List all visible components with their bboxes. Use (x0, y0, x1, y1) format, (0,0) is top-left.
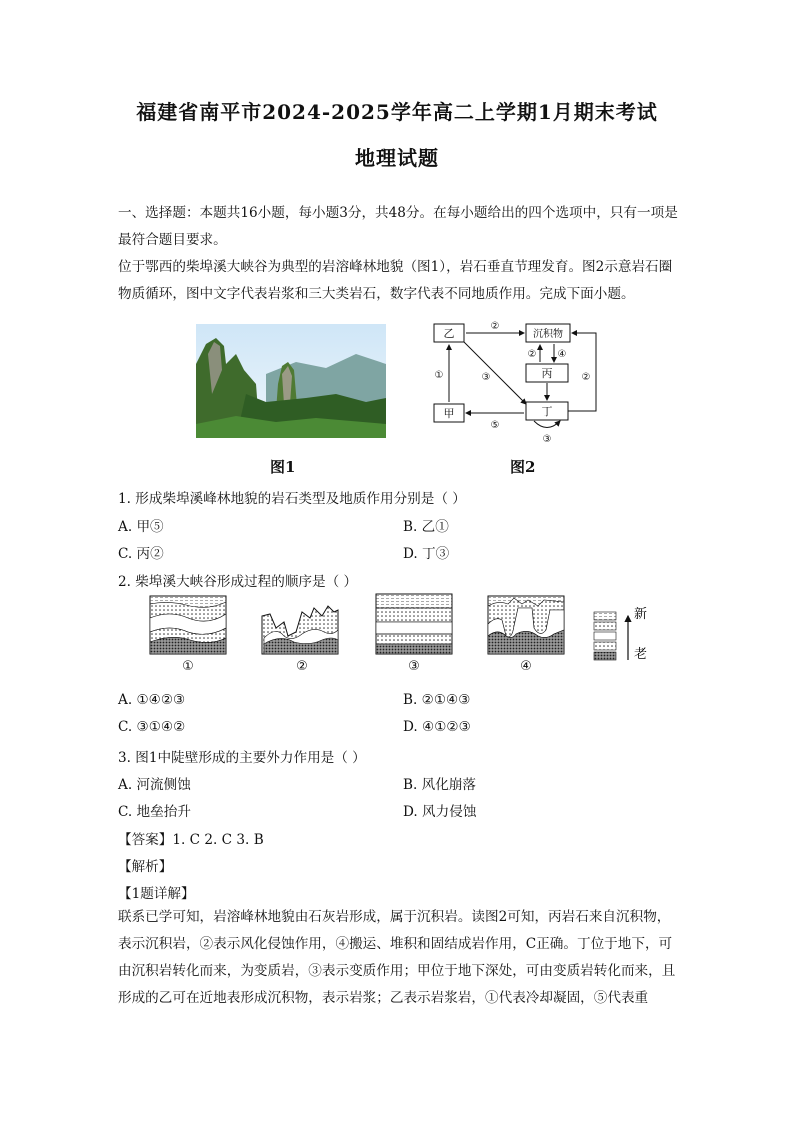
label-left: ① (434, 370, 444, 381)
karst-landscape-photo (196, 324, 386, 438)
passage: 位于鄂西的柴埠溪大峡谷为典型的岩溶峰林地貌（图1），岩石垂直节理发育。图2示意岩石圈物质循环，图中文字代表岩浆和三大类岩石，数字代表不同地质作用。完成下面小题。 (118, 259, 673, 302)
strata-label-3: ③ (408, 659, 420, 670)
strata-label-2: ② (296, 659, 308, 670)
explanation-text: 联系已学可知，岩溶峰林地貌由石灰岩形成，属于沉积岩。读图2可知，丙岩石来自沉积物，表示沉积岩，②表示风化侵蚀作用，④搬运、堆积和固结成岩作用，C正确。丁位于地下，可由沉积岩转化而来，为变质岩，③表示变质作用；甲位于地下深处，可由变质岩转化而来，且形成的乙可在近地表形成沉积物，表示岩浆；乙表示岩浆岩，①代表冷却凝固，⑤代表重 (118, 909, 676, 1006)
strata-diagram-4 (488, 596, 564, 654)
strata-diagram-2 (262, 606, 338, 654)
q1-option-d: D. 丁③ (403, 546, 450, 562)
q1-option-b: B. 乙① (403, 519, 449, 535)
strata-label-4: ④ (520, 659, 532, 670)
q2-option-a: A. ①④②③ (118, 692, 186, 708)
q1-stem: 1. 形成柴埠溪峰林地貌的岩石类型及地质作用分别是（ ） (118, 491, 466, 507)
legend-new: 新 (634, 607, 648, 622)
q3-option-a: A. 河流侧蚀 (118, 777, 191, 793)
q2-stem: 2. 柴埠溪大峡谷形成过程的顺序是（ ） (118, 574, 358, 590)
q3-option-c: C. 地垒抬升 (118, 804, 191, 820)
label-sediment: 沉积物 (533, 329, 563, 340)
section-intro: 一、选择题：本题共16小题，每小题3分，共48分。在每小题给出的四个选项中，只有一项是最符合题目要求。 (118, 205, 678, 248)
q3-option-d: D. 风力侵蚀 (403, 804, 477, 820)
label-bing: 丙 (541, 367, 553, 380)
strata-diagrams (148, 592, 668, 670)
label-mid-left: ② (527, 349, 537, 360)
q2-option-b: B. ②①④③ (403, 692, 471, 708)
q3-option-b: B. 风化崩落 (403, 777, 477, 793)
label-right: ② (581, 372, 591, 383)
q2-option-c: C. ③①④② (118, 719, 186, 735)
page-title: 福建省南平市2024-2025学年高二上学期1月期末考试 (136, 100, 658, 124)
q3-stem: 3. 图1中陡壁形成的主要外力作用是（ ） (118, 750, 366, 766)
strata-label-1: ① (182, 659, 194, 670)
q1-option-c: C. 丙② (118, 546, 164, 562)
label-top: ② (490, 321, 500, 332)
label-mid-right: ④ (557, 349, 567, 360)
answer-line: 【答案】1. C 2. C 3. B (118, 832, 264, 848)
label-loop: ③ (542, 434, 552, 445)
strata-legend (594, 607, 647, 662)
label-bottom: ⑤ (490, 420, 500, 431)
analysis-label: 【解析】 (118, 859, 173, 875)
label-jia: 甲 (443, 407, 455, 420)
legend-old: 老 (634, 647, 648, 662)
q1-detail-label: 【1题详解】 (118, 886, 195, 902)
label-ding: 丁 (541, 405, 553, 418)
label-yi: 乙 (443, 327, 455, 340)
rock-cycle-diagram (428, 318, 610, 448)
label-diag: ③ (481, 372, 491, 383)
strata-diagram-1 (150, 596, 226, 654)
strata-diagram-3 (376, 594, 452, 654)
figure1-caption: 图1 (270, 458, 296, 476)
page-subtitle: 地理试题 (355, 146, 439, 170)
q2-option-d: D. ④①②③ (403, 719, 471, 735)
q1-option-a: A. 甲⑤ (118, 519, 164, 535)
figure2-caption: 图2 (510, 458, 536, 476)
